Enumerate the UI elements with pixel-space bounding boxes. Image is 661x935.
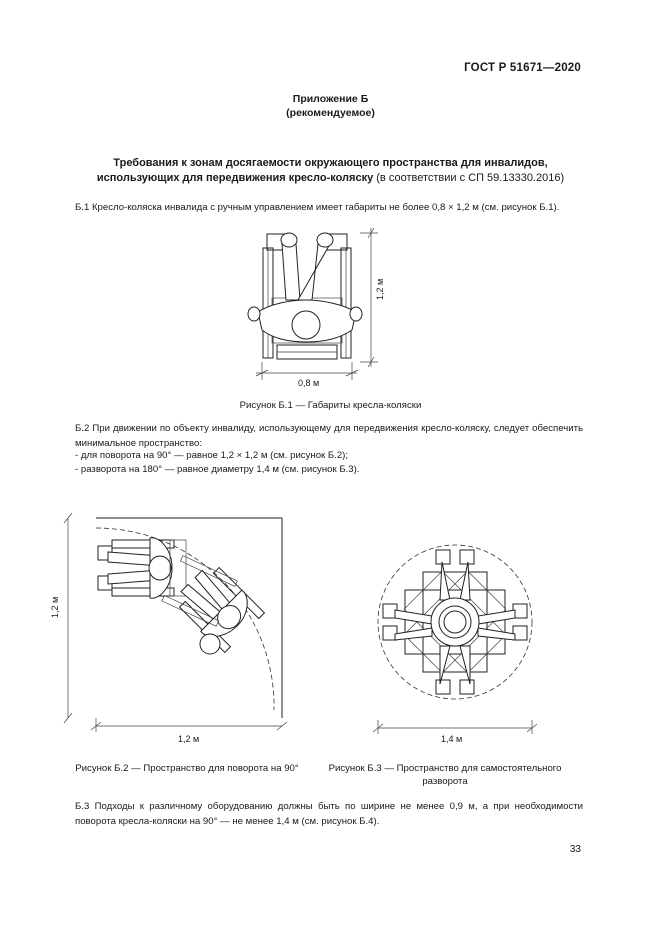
page-number: 33 bbox=[569, 844, 581, 855]
section-title-line2: использующих для передвижения кресло-коляску bbox=[96, 172, 374, 184]
section-title-reference: (в соответствии с СП 59.13330.2016) bbox=[373, 172, 565, 184]
figure-b3-caption-line1: Рисунок Б.3 — Пространство для самостоятельного bbox=[328, 763, 562, 774]
list-item: - разворота на 180° — равное диаметру 1,4 м (см. рисунок Б.3). bbox=[75, 464, 360, 475]
section-title-line1: Требования к зонам досягаемости окружающего пространства для инвалидов, bbox=[113, 157, 548, 169]
figure-b3-caption bbox=[315, 762, 575, 788]
paragraph-b3: Б.3 Подходы к различному оборудованию должны быть по ширине не менее 0,9 м, а при необходимости поворота кресла-коляски на 90° — не менее 1,4 м (см. рисунок Б.4). bbox=[75, 801, 583, 827]
document-code: ГОСТ Р 51671—2020 bbox=[464, 62, 581, 74]
appendix-title: Приложение Б bbox=[292, 93, 369, 105]
figure-b3-caption-line2: разворота bbox=[422, 776, 468, 787]
paragraph-b1: Б.1 Кресло-коляска инвалида с ручным управлением имеет габариты не более 0,8 × 1,2 м (см. рисунок Б.1). bbox=[75, 202, 560, 213]
figure-b1-caption: Рисунок Б.1 — Габариты кресла-коляски bbox=[239, 400, 422, 411]
paragraph-b2: Б.2 При движении по объекту инвалиду, использующему для передвижения кресло-коляску, следует обеспечить минимальное пространство: bbox=[75, 423, 583, 449]
figure-b2-width-label: 1,2 м bbox=[178, 734, 200, 744]
figure-b1-height-label: 1,2 м bbox=[375, 278, 385, 300]
figure-b2-height-label: 1,2 м bbox=[50, 596, 60, 618]
appendix-subtitle: (рекомендуемое) bbox=[286, 107, 375, 119]
list-item: - для поворота на 90° — равное 1,2 × 1,2 м (см. рисунок Б.2); bbox=[75, 450, 349, 461]
figure-b1-width-label: 0,8 м bbox=[298, 378, 320, 388]
figure-b2-caption: Рисунок Б.2 — Пространство для поворота на 90° bbox=[75, 763, 299, 774]
figure-b3-width-label: 1,4 м bbox=[441, 734, 463, 744]
